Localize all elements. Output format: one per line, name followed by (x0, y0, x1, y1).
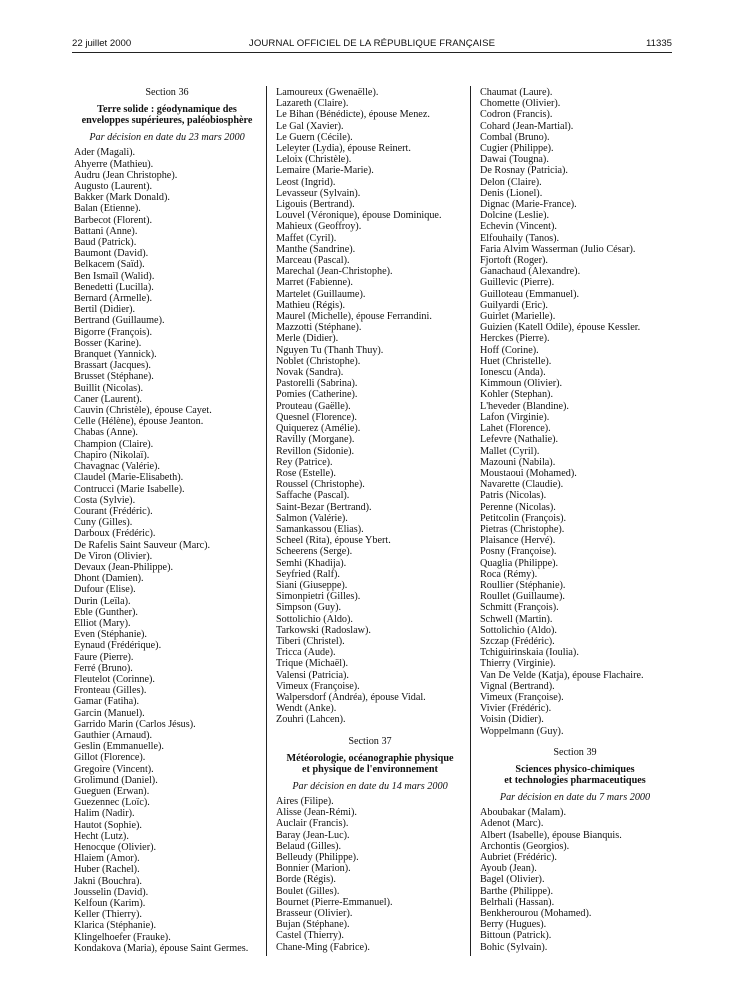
name-entry: Grolimund (Daniel). (74, 774, 158, 786)
name-entry: Zouhri (Lahcen). (276, 714, 346, 726)
name-entry: Roullier (Stéphanie). (480, 579, 566, 591)
name-entry: Ader (Magali). (74, 147, 136, 159)
name-entry: Mazzotti (Stéphane). (276, 322, 362, 334)
name-entry: Ben Ismaïl (Walid). (74, 270, 155, 282)
name-entry: Albert (Isabelle), épouse Bianquis. (480, 829, 622, 841)
column-2 (276, 87, 464, 953)
name-entry: Roca (Rémy). (480, 568, 538, 580)
name-entry: Bernard (Armelle). (74, 293, 153, 305)
name-entry: Aubriet (Frédéric). (480, 852, 557, 863)
name-entry: Walpersdorf (Andréa), épouse Vidal. (276, 691, 426, 703)
name-entry: Samankassou (Elias). (276, 523, 364, 535)
name-entry: Ionescu (Anda). (480, 367, 546, 379)
name-entry: Guilyardi (Eric). (480, 299, 548, 311)
name-entry: Codron (Francis). (480, 109, 553, 121)
name-entry: Vivier (Frédéric). (480, 703, 552, 715)
name-entry: Brusset (Stéphane). (74, 371, 154, 383)
name-entry: Halim (Nadir). (74, 808, 135, 820)
name-entry: Bournet (Pierre-Emmanuel). (276, 896, 393, 908)
name-entry: Huber (Rachel). (74, 864, 140, 876)
name-entry: Guezennec (Loïc). (74, 797, 150, 809)
name-entry: Durin (Leïla). (74, 595, 131, 607)
name-entry: De Rafelis Saint Sauveur (Marc). (74, 539, 211, 551)
name-entry: Le Guern (Cécile). (276, 131, 353, 143)
column-divider-right (470, 86, 471, 956)
name-entry: Scheel (Rita), épouse Ybert. (276, 535, 391, 547)
name-entry: Gregoire (Vincent). (74, 763, 154, 775)
name-entry: Prouteau (Gaëlle). (276, 400, 351, 412)
name-entry: Jakni (Bouchra). (74, 875, 142, 887)
name-entry: Tarkowski (Radoslaw). (276, 624, 371, 636)
name-entry: Bagel (Olivier). (480, 874, 545, 886)
name-entry: Marret (Fabienne). (276, 277, 353, 289)
name-entry: Semhi (Khadija). (276, 557, 347, 569)
name-entry: Cuny (Gilles). (74, 517, 133, 529)
name-entry: Ligouis (Bertrand). (276, 199, 355, 211)
name-entry: Valensi (Patricia). (276, 669, 349, 681)
page-number: 11335 (646, 38, 672, 49)
name-entry: Mallet (Cyril). (480, 445, 540, 457)
name-entry: Posny (Françoise). (480, 546, 557, 558)
name-entry: Kondakova (Maria), épouse Saint Germes. (74, 942, 249, 954)
name-entry: Salmon (Valérie). (276, 512, 348, 524)
name-entry: Bujan (Stéphane). (276, 919, 350, 931)
name-entry: Baray (Jean-Luc). (276, 829, 350, 841)
name-entry: Noblet (Christophe). (276, 355, 361, 367)
name-entry: Le Bihan (Bénédicte), épouse Menez. (276, 109, 430, 121)
name-entry: Elliot (Mary). (74, 617, 131, 629)
name-entry: Aboubakar (Malam). (480, 807, 566, 819)
name-entry: Geslin (Emmanuelle). (74, 741, 164, 753)
name-entry: Dawai (Tougna). (480, 154, 549, 166)
name-entry: Keller (Thierry). (74, 909, 142, 921)
name-entry: Pastorelli (Sabrina). (276, 378, 358, 390)
name-entry: Pomies (Catherine). (276, 389, 358, 401)
name-entry: Belkacem (Saïd). (74, 259, 145, 271)
name-entry: Benkherourou (Mohamed). (480, 908, 592, 920)
name-entry: De Viron (Olivier). (74, 550, 153, 562)
name-entry: Eble (Gunther). (74, 606, 138, 618)
name-entry: Borde (Régis). (276, 874, 336, 886)
name-entry: Delon (Claire). (480, 176, 542, 188)
name-entry: Contrucci (Marie Isabelle). (74, 483, 185, 495)
name-entry: Guilloteau (Emmanuel). (480, 288, 580, 300)
name-entry: Jousselin (David). (74, 886, 149, 898)
section-36-subject-line1: Terre solide : géodynamique des (97, 104, 237, 116)
name-entry: Lefevre (Nathalie). (480, 434, 559, 446)
name-entry: Bohic (Sylvain). (480, 941, 548, 953)
name-entry: Chapiro (Nikolaï). (74, 449, 150, 461)
name-entry: Cugier (Philippe). (480, 143, 554, 155)
name-entry: Augusto (Laurent). (74, 181, 153, 193)
name-entry: Saffache (Pascal). (276, 490, 350, 502)
name-entry: Auclair (Francis). (276, 818, 349, 830)
name-entry: Kelfoun (Karim). (74, 898, 146, 910)
name-entry: Louvel (Véronique), épouse Dominique. (276, 210, 442, 222)
name-entry: Hlaiem (Amor). (74, 853, 140, 865)
name-entry: Chavagnac (Valérie). (74, 461, 160, 473)
name-entry: Dhont (Damien). (74, 573, 144, 585)
name-entry: Simonpietri (Gilles). (276, 591, 361, 603)
section-39-subject-line1: Sciences physico-chimiques (515, 763, 635, 775)
name-entry: Brassart (Jacques). (74, 360, 151, 372)
name-entry: Lahet (Florence). (480, 423, 551, 435)
name-entry: Hecht (Lutz). (74, 830, 129, 842)
name-entry: Darboux (Frédéric). (74, 528, 156, 540)
name-entry: Levasseur (Sylvain). (276, 187, 361, 199)
name-entry: Tiberi (Christel). (276, 635, 345, 647)
section-36-decision: Par décision en date du 23 mars 2000 (89, 132, 245, 144)
name-entry: Quaglia (Philippe). (480, 557, 559, 569)
name-entry: Lemaire (Marie-Marie). (276, 165, 374, 177)
section-36-name-list (74, 147, 260, 954)
section-37-name-list-continued (480, 87, 670, 737)
name-entry: Belleudy (Philippe). (276, 852, 359, 863)
section-36-name-list-continued (276, 87, 464, 726)
name-entry: Guirlet (Marielle). (480, 311, 556, 323)
name-entry: Herckes (Pierre). (480, 333, 550, 345)
name-entry: Alisse (Jean-Rémi). (276, 807, 357, 819)
name-entry: Sottolichio (Aldo). (276, 613, 353, 625)
name-entry: L'heveder (Blandine). (480, 400, 569, 412)
name-entry: Mazouni (Nabila). (480, 456, 556, 468)
name-entry: Rey (Patrice). (276, 456, 333, 468)
name-entry: Tchiguirinskaia (Ioulia). (480, 647, 579, 659)
name-entry: Woppelmann (Guy). (480, 725, 564, 737)
page-header (72, 38, 672, 52)
name-entry: Schmitt (François). (480, 602, 559, 614)
name-entry: Thierry (Virginie). (480, 658, 556, 670)
name-entry: Eynaud (Frédérique). (74, 640, 162, 652)
column-divider-left (266, 86, 267, 956)
name-entry: Marechal (Jean-Christophe). (276, 266, 393, 278)
name-entry: Caner (Laurent). (74, 393, 142, 405)
name-entry: Manthe (Sandrine). (276, 243, 356, 255)
section-36-subject-line2: enveloppes supérieures, paléobiosphère (81, 115, 253, 127)
name-entry: Pietras (Christophe). (480, 523, 565, 535)
name-entry: Marceau (Pascal). (276, 255, 350, 267)
name-entry: Barthe (Philippe). (480, 885, 553, 897)
name-entry: Martelet (Guillaume). (276, 288, 366, 300)
name-entry: Guizien (Katell Odile), épouse Kessler. (480, 322, 641, 334)
name-entry: Bigorre (François). (74, 326, 153, 338)
name-entry: Cohard (Jean-Martial). (480, 120, 574, 132)
name-entry: Mathieu (Régis). (276, 299, 346, 311)
section-39-title: Section 39 (553, 746, 597, 758)
name-entry: Roussel (Christophe). (276, 479, 365, 491)
name-entry: Bakker (Mark Donald). (74, 192, 170, 204)
name-entry: Seyfried (Ralf). (276, 568, 340, 580)
name-entry: Schwell (Martin). (480, 613, 553, 625)
section-36-title: Section 36 (145, 87, 189, 98)
name-entry: Hautot (Sophie). (74, 819, 142, 831)
name-entry: Chomette (Olivier). (480, 98, 561, 110)
name-entry: Bertrand (Guillaume). (74, 315, 165, 327)
name-entry: Kimmoun (Olivier). (480, 378, 563, 390)
name-entry: Chane-Ming (Fabrice). (276, 941, 370, 953)
section-37-decision: Par décision en date du 14 mars 2000 (292, 780, 448, 792)
name-entry: Patris (Nicolas). (480, 490, 547, 502)
name-entry: Le Gal (Xavier). (276, 120, 344, 132)
name-entry: Klingelhoefer (Frauke). (74, 931, 171, 943)
name-entry: Bertil (Didier). (74, 304, 136, 316)
name-entry: Champion (Claire). (74, 438, 154, 450)
name-entry: Buillit (Nicolas). (74, 382, 144, 394)
section-37-subject-line2: et physique de l'environnement (302, 763, 438, 775)
name-entry: Benedetti (Lucilla). (74, 281, 154, 293)
name-entry: Costa (Sylvie). (74, 494, 136, 506)
name-entry: Van De Velde (Katja), épouse Flachaire. (480, 669, 644, 681)
name-entry: Bonnier (Marion). (276, 863, 351, 875)
name-entry: Archontis (Georgios). (480, 840, 570, 852)
name-entry: Combal (Bruno). (480, 131, 550, 143)
name-entry: Huet (Christelle). (480, 355, 552, 367)
section-39-subject (480, 764, 670, 786)
name-entry: Gillot (Florence). (74, 752, 146, 764)
name-entry: Gueguen (Erwan). (74, 785, 150, 797)
name-entry: Wendt (Anke). (276, 703, 337, 715)
name-entry: Bittoun (Patrick). (480, 930, 552, 942)
name-entry: Rose (Estelle). (276, 467, 336, 479)
name-entry: Faria Alvim Wasserman (Julio César). (480, 243, 636, 255)
name-entry: De Rosnay (Patricia). (480, 165, 568, 177)
name-entry: Fleutelot (Corinne). (74, 673, 155, 685)
name-entry: Merle (Didier). (276, 333, 339, 345)
name-entry: Mahieux (Geoffroy). (276, 221, 362, 233)
name-entry: Leloix (Christèle). (276, 154, 352, 166)
name-entry: Boulet (Gilles). (276, 885, 340, 897)
name-entry: Novak (Sandra). (276, 367, 344, 379)
name-entry: Voisin (Didier). (480, 714, 544, 726)
name-entry: Scheerens (Serge). (276, 546, 353, 558)
name-entry: Maffet (Cyril). (276, 232, 337, 244)
section-39-subject-line2: et technologies pharmaceutiques (504, 774, 646, 786)
name-entry: Barbecot (Florent). (74, 214, 153, 226)
name-entry: Dignac (Marie-France). (480, 199, 577, 211)
name-entry: Echevin (Vincent). (480, 221, 557, 233)
name-entry: Garcin (Manuel). (74, 707, 145, 719)
name-entry: Henocque (Olivier). (74, 842, 157, 853)
section-39-decision: Par décision en date du 7 mars 2000 (499, 791, 651, 803)
name-entry: Battani (Anne). (74, 225, 138, 237)
journal-title: JOURNAL OFFICIEL DE LA RÉPUBLIQUE FRANÇAISE (248, 38, 496, 49)
name-entry: Moustaoui (Mohamed). (480, 467, 577, 479)
name-entry: Faure (Pierre). (74, 651, 134, 663)
name-entry: Baumont (David). (74, 248, 149, 260)
name-entry: Gauthier (Arnaud). (74, 729, 153, 741)
name-entry: Chaumat (Laure). (480, 87, 553, 98)
name-entry: Ravilly (Morgane). (276, 434, 355, 446)
name-entry: Guillevic (Pierre). (480, 277, 555, 289)
name-entry: Fjortoft (Roger). (480, 255, 548, 267)
section-36-subject (74, 104, 260, 126)
name-entry: Celle (Hélène), épouse Jeanton. (74, 416, 204, 428)
name-entry: Adenot (Marc). (480, 818, 544, 830)
name-entry: Maurel (Michelle), épouse Ferrandini. (276, 311, 432, 323)
section-39-name-list (480, 807, 670, 953)
name-entry: Lamoureux (Gwenaëlle). (276, 87, 379, 98)
name-entry: Devaux (Jean-Philippe). (74, 561, 174, 573)
name-entry: Ferré (Bruno). (74, 662, 133, 674)
name-entry: Roullet (Guillaume). (480, 591, 565, 603)
column-1 (74, 87, 260, 954)
name-entry: Nguyen Tu (Thanh Thuy). (276, 344, 384, 356)
name-entry: Belaud (Gilles). (276, 840, 342, 852)
name-entry: Courant (Frédéric). (74, 505, 153, 517)
name-entry: Simpson (Guy). (276, 602, 342, 614)
name-entry: Hoff (Corine). (480, 344, 539, 356)
name-entry: Brasseur (Olivier). (276, 908, 353, 920)
name-entry: Ayoub (Jean). (480, 863, 537, 875)
name-entry: Lazareth (Claire). (276, 98, 349, 110)
name-entry: Szczap (Frédéric). (480, 635, 555, 647)
name-entry: Berry (Hugues). (480, 919, 547, 931)
name-entry: Even (Stéphanie). (74, 629, 147, 641)
name-entry: Klarica (Stéphanie). (74, 920, 157, 932)
name-entry: Branquet (Yannick). (74, 349, 157, 361)
name-entry: Belrhali (Hassan). (480, 896, 555, 908)
name-entry: Sottolichio (Aldo). (480, 624, 557, 636)
name-entry: Balan (Etienne). (74, 203, 141, 215)
name-entry: Saint-Bezar (Bertrand). (276, 501, 372, 513)
name-entry: Perenne (Nicolas). (480, 501, 556, 513)
header-rule (72, 52, 672, 53)
name-entry: Siani (Giuseppe). (276, 579, 348, 591)
name-entry: Ganachaud (Alexandre). (480, 266, 581, 278)
name-entry: Leost (Ingrid). (276, 176, 336, 188)
name-entry: Castel (Thierry). (276, 930, 344, 942)
section-37-title: Section 37 (348, 735, 392, 747)
name-entry: Navarette (Claudie). (480, 479, 564, 491)
name-entry: Dolcine (Leslie). (480, 210, 550, 222)
name-entry: Dufour (Elise). (74, 584, 136, 596)
name-entry: Vimeux (Françoise). (480, 691, 564, 703)
name-entry: Denis (Lionel). (480, 187, 543, 199)
name-entry: Garrido Marin (Carlos Jésus). (74, 718, 196, 730)
name-entry: Ahyerre (Mathieu). (74, 158, 154, 170)
name-entry: Fronteau (Gilles). (74, 685, 147, 697)
name-entry: Aires (Filipe). (276, 795, 334, 807)
name-entry: Quiquerez (Amélie). (276, 423, 361, 435)
name-entry: Petitcolin (François). (480, 512, 567, 524)
name-entry: Leleyter (Lydia), épouse Reinert. (276, 143, 411, 155)
section-37-subject (276, 753, 464, 775)
name-entry: Tricca (Aude). (276, 647, 336, 659)
name-entry: Lafon (Virginie). (480, 411, 550, 423)
name-entry: Elfouhaily (Tanos). (480, 232, 560, 244)
name-entry: Kohler (Stephan). (480, 389, 553, 401)
name-entry: Chabas (Anne). (74, 427, 138, 439)
name-entry: Vimeux (Françoise). (276, 680, 360, 692)
column-3 (480, 87, 670, 953)
name-entry: Baud (Patrick). (74, 237, 137, 249)
name-entry: Bosser (Karine). (74, 337, 142, 349)
name-entry: Cauvin (Christèle), épouse Cayet. (74, 405, 212, 417)
name-entry: Vignal (Bertrand). (480, 680, 555, 692)
name-entry: Quesnel (Florence). (276, 411, 357, 423)
name-entry: Trique (Michaël). (276, 658, 349, 670)
name-entry: Plaisance (Hervé). (480, 535, 556, 547)
name-entry: Gamar (Fatiha). (74, 696, 140, 708)
section-37-name-list (276, 796, 464, 953)
section-37-subject-line1: Météorologie, océanographie physique (286, 752, 454, 764)
name-entry: Audru (Jean Christophe). (74, 169, 178, 181)
name-entry: Claudel (Marie-Elisabeth). (74, 472, 184, 484)
header-date: 22 juillet 2000 (72, 38, 132, 49)
name-entry: Revillon (Sidonie). (276, 445, 355, 457)
